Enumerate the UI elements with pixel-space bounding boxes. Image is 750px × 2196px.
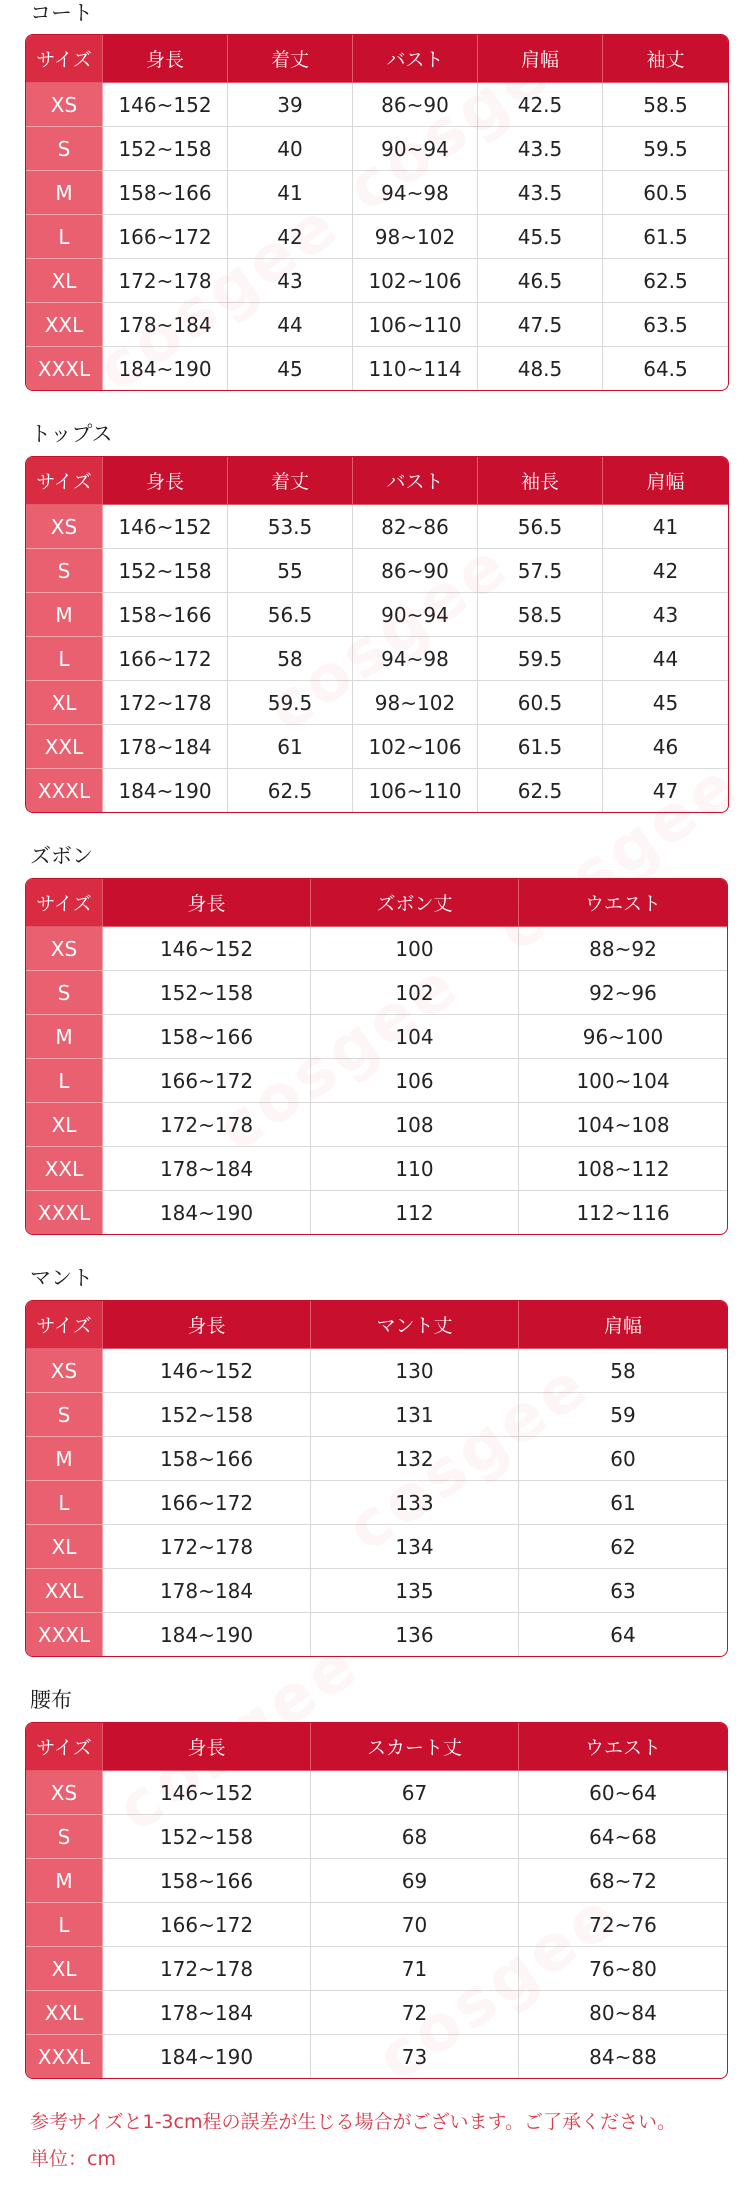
size-label: L [26, 1481, 103, 1525]
size-label: XS [26, 1349, 103, 1393]
size-label: M [26, 171, 103, 215]
size-label: XXL [26, 1147, 103, 1191]
size-label: XS [26, 927, 103, 971]
size-label: L [26, 1059, 103, 1103]
table-cell: 76~80 [519, 1947, 727, 1991]
size-label: M [26, 1015, 103, 1059]
table-header-row [26, 879, 727, 927]
size-label: XS [26, 505, 103, 549]
table-cell: 178~184 [103, 1147, 311, 1191]
table-cell: 39 [228, 83, 353, 127]
table-cell: 44 [228, 303, 353, 347]
header-cell: バスト [353, 35, 478, 83]
table-row [26, 637, 728, 681]
table-cell: 64 [610, 1622, 636, 1647]
table-cell: 146~152 [103, 505, 228, 549]
table-cell: 53.5 [228, 505, 353, 549]
table-cell: 70 [311, 1903, 519, 1947]
table-cell: 172~178 [103, 1947, 311, 1991]
table-cell: 166~172 [103, 1481, 311, 1525]
table-cell: 152~158 [103, 971, 311, 1015]
table-cell: 172~178 [103, 1103, 311, 1147]
table-row [26, 549, 728, 593]
header-cell: 身長 [103, 1301, 311, 1349]
table-cell: 61 [228, 725, 353, 769]
table-cell: 67 [311, 1771, 519, 1815]
table-row [26, 83, 728, 127]
table-row [26, 1481, 727, 1525]
table-cell: 56.5 [228, 593, 353, 637]
size-label: XL [26, 1947, 103, 1991]
table-row [26, 1349, 727, 1393]
header-cell: 着丈 [228, 457, 353, 505]
size-table-tops [25, 456, 729, 813]
table-cell: 59.5 [603, 127, 728, 171]
table-cell: 158~166 [103, 1437, 311, 1481]
table-cell: 146~152 [103, 1349, 311, 1393]
table-cell: 60 [519, 1437, 727, 1481]
table-cell: 132 [311, 1437, 519, 1481]
table-cell: 100 [311, 927, 519, 971]
table-row [26, 1613, 727, 1656]
header-cell: 肩幅 [603, 457, 728, 505]
table-cell: 104~108 [519, 1103, 727, 1147]
table-cell: 59.5 [478, 637, 603, 681]
table-row [26, 1437, 727, 1481]
size-label: L [26, 637, 103, 681]
table-row [26, 1147, 727, 1191]
table-cell: 61.5 [478, 725, 603, 769]
size-label: XL [26, 259, 103, 303]
table-cell: 86~90 [353, 83, 478, 127]
table-cell: 102 [311, 971, 519, 1015]
table-row [26, 725, 728, 769]
header-cell: 身長 [103, 35, 228, 83]
header-cell: 身長 [103, 879, 311, 927]
header-cell: サイズ [26, 1301, 103, 1349]
size-table-pants [25, 878, 728, 1235]
table-cell: 42 [603, 549, 728, 593]
table-row [26, 1771, 727, 1815]
table-cell: 62.5 [228, 769, 353, 812]
table-row [26, 593, 728, 637]
header-cell: バスト [353, 457, 478, 505]
header-cell: 袖長 [478, 457, 603, 505]
table-cell: 44 [603, 637, 728, 681]
table-cell: 108~112 [519, 1147, 727, 1191]
header-cell: ズボン丈 [311, 879, 519, 927]
table-cell: 43 [228, 259, 353, 303]
table-row [26, 927, 727, 971]
table-cell: 152~158 [103, 549, 228, 593]
header-cell: ウエスト [519, 1723, 727, 1771]
size-label: XL [26, 1103, 103, 1147]
table-cell: 146~152 [103, 1771, 311, 1815]
table-cell: 73 [311, 2035, 519, 2078]
table-cell: 42.5 [478, 83, 603, 127]
table-row [26, 1903, 727, 1947]
table-cell: 104 [311, 1015, 519, 1059]
table-cell: 100~104 [519, 1059, 727, 1103]
header-cell: 肩幅 [478, 35, 603, 83]
unit-label: 単位：cm [30, 2148, 116, 2170]
table-cell: 178~184 [103, 303, 228, 347]
table-cell: 166~172 [103, 215, 228, 259]
table-row [26, 1059, 727, 1103]
table-cell: 58 [228, 637, 353, 681]
table-cell: 152~158 [103, 1393, 311, 1437]
table-cell: 94~98 [353, 171, 478, 215]
table-cell: 60.5 [603, 171, 728, 215]
size-label: L [26, 1903, 103, 1947]
table-cell: 94~98 [353, 637, 478, 681]
size-label: XXL [26, 1569, 103, 1613]
size-label: XL [26, 681, 103, 725]
size-label: XS [26, 1771, 103, 1815]
table-cell: 72 [311, 1991, 519, 2035]
header-cell: 身長 [103, 1723, 311, 1771]
table-cell: 64~68 [519, 1815, 727, 1859]
size-label: XL [26, 1525, 103, 1569]
table-cell: 72~76 [519, 1903, 727, 1947]
table-cell: 146~152 [103, 927, 311, 971]
table-cell: 45 [603, 681, 728, 725]
table-cell: 62.5 [603, 259, 728, 303]
table-cell: 98~102 [353, 215, 478, 259]
table-cell: 178~184 [103, 1569, 311, 1613]
table-cell: 60.5 [478, 681, 603, 725]
header-cell: 身長 [103, 457, 228, 505]
table-header-row [26, 35, 728, 83]
size-table-waist-cloth [25, 1722, 728, 2079]
table-cell: 68~72 [519, 1859, 727, 1903]
table-cell: 98~102 [353, 681, 478, 725]
size-label: XXXL [26, 1191, 103, 1234]
table-cell: 46 [603, 725, 728, 769]
table-row [26, 259, 728, 303]
table-cell: 86~90 [353, 549, 478, 593]
header-cell: サイズ [26, 35, 103, 83]
size-label: XXXL [26, 347, 103, 390]
size-label: M [26, 593, 103, 637]
table-cell: 184~190 [103, 1613, 311, 1656]
table-cell: 47 [652, 778, 679, 803]
table-cell: 90~94 [353, 127, 478, 171]
size-label: M [26, 1859, 103, 1903]
table-cell: 184~190 [103, 2035, 311, 2078]
table-cell: 71 [311, 1947, 519, 1991]
table-cell: 136 [311, 1613, 519, 1656]
table-row [26, 1947, 727, 1991]
table-cell: 46.5 [478, 259, 603, 303]
table-cell: 41 [603, 505, 728, 549]
table-cell: 84~88 [589, 2044, 657, 2069]
table-cell: 88~92 [519, 927, 727, 971]
table-cell: 40 [228, 127, 353, 171]
header-cell: ウエスト [519, 879, 727, 927]
table-cell: 178~184 [103, 1991, 311, 2035]
table-cell: 184~190 [103, 347, 228, 390]
table-cell: 135 [311, 1569, 519, 1613]
table-row [26, 2035, 727, 2078]
header-cell: 袖丈 [603, 35, 728, 83]
size-label: XXL [26, 725, 103, 769]
header-cell: マント丈 [311, 1301, 519, 1349]
section-title: コート [30, 1, 93, 25]
header-cell: スカート丈 [311, 1723, 519, 1771]
table-cell: 166~172 [103, 1903, 311, 1947]
table-cell: 64.5 [643, 356, 688, 381]
size-label: S [26, 1815, 103, 1859]
table-cell: 158~166 [103, 1015, 311, 1059]
table-row [26, 215, 728, 259]
table-cell: 172~178 [103, 1525, 311, 1569]
table-cell: 166~172 [103, 637, 228, 681]
table-cell: 62.5 [478, 769, 603, 812]
table-cell: 108 [311, 1103, 519, 1147]
size-label: L [26, 215, 103, 259]
table-cell: 56.5 [478, 505, 603, 549]
size-label: XXXL [26, 2035, 103, 2078]
table-cell: 178~184 [103, 725, 228, 769]
table-cell: 43.5 [478, 127, 603, 171]
table-row [26, 1859, 727, 1903]
table-row [26, 127, 728, 171]
table-cell: 146~152 [103, 83, 228, 127]
header-cell: 着丈 [228, 35, 353, 83]
section-title: 腰布 [30, 1688, 72, 1712]
table-header-row [26, 1301, 727, 1349]
table-cell: 68 [311, 1815, 519, 1859]
table-row [26, 303, 728, 347]
table-cell: 48.5 [478, 347, 603, 390]
size-label: M [26, 1437, 103, 1481]
table-cell: 92~96 [519, 971, 727, 1015]
size-label: XS [26, 83, 103, 127]
table-cell: 184~190 [103, 769, 228, 812]
table-cell: 59 [519, 1393, 727, 1437]
table-cell: 61.5 [603, 215, 728, 259]
table-cell: 112 [311, 1191, 519, 1234]
table-row [26, 347, 728, 390]
table-cell: 133 [311, 1481, 519, 1525]
table-cell: 61 [519, 1481, 727, 1525]
table-cell: 90~94 [353, 593, 478, 637]
disclaimer-note: 参考サイズと1-3cm程の誤差が生じる場合がございます。ご了承ください。 [30, 2111, 676, 2133]
table-cell: 43.5 [478, 171, 603, 215]
table-cell: 62 [519, 1525, 727, 1569]
size-label: S [26, 1393, 103, 1437]
size-label: XXXL [26, 769, 103, 812]
table-cell: 110 [311, 1147, 519, 1191]
table-cell: 106~110 [353, 303, 478, 347]
table-header-row [26, 457, 728, 505]
table-cell: 57.5 [478, 549, 603, 593]
table-cell: 80~84 [519, 1991, 727, 2035]
section-title: トップス [30, 422, 113, 446]
table-cell: 58 [519, 1349, 727, 1393]
table-cell: 106 [311, 1059, 519, 1103]
table-cell: 110~114 [353, 347, 478, 390]
table-cell: 82~86 [353, 505, 478, 549]
table-cell: 58.5 [603, 83, 728, 127]
table-row [26, 1525, 727, 1569]
section-title: マント [30, 1266, 93, 1290]
table-cell: 41 [228, 171, 353, 215]
table-header-row [26, 1723, 727, 1771]
size-label: S [26, 127, 103, 171]
table-cell: 152~158 [103, 127, 228, 171]
table-cell: 63 [519, 1569, 727, 1613]
header-cell: 肩幅 [519, 1301, 727, 1349]
table-cell: 47.5 [478, 303, 603, 347]
table-cell: 60~64 [519, 1771, 727, 1815]
size-label: S [26, 971, 103, 1015]
table-cell: 166~172 [103, 1059, 311, 1103]
table-cell: 45.5 [478, 215, 603, 259]
table-row [26, 505, 728, 549]
table-cell: 96~100 [519, 1015, 727, 1059]
table-cell: 184~190 [103, 1191, 311, 1234]
table-cell: 106~110 [353, 769, 478, 812]
table-row [26, 769, 728, 812]
table-cell: 134 [311, 1525, 519, 1569]
table-cell: 158~166 [103, 1859, 311, 1903]
header-cell: サイズ [26, 879, 103, 927]
size-label: XXL [26, 303, 103, 347]
table-cell: 131 [311, 1393, 519, 1437]
table-cell: 55 [228, 549, 353, 593]
table-row [26, 171, 728, 215]
size-table-coat [25, 34, 729, 391]
table-cell: 69 [311, 1859, 519, 1903]
table-row [26, 1815, 727, 1859]
table-cell: 58.5 [478, 593, 603, 637]
table-cell: 42 [228, 215, 353, 259]
size-label: XXXL [26, 1613, 103, 1656]
table-cell: 158~166 [103, 593, 228, 637]
table-cell: 152~158 [103, 1815, 311, 1859]
table-cell: 172~178 [103, 259, 228, 303]
header-cell: サイズ [26, 457, 103, 505]
table-row [26, 1569, 727, 1613]
table-cell: 102~106 [353, 725, 478, 769]
size-table-cape [25, 1300, 728, 1657]
table-row [26, 1991, 727, 2035]
table-row [26, 1015, 727, 1059]
table-cell: 45 [228, 347, 353, 390]
size-label: XXL [26, 1991, 103, 2035]
table-cell: 158~166 [103, 171, 228, 215]
table-row [26, 1393, 727, 1437]
size-label: S [26, 549, 103, 593]
table-row [26, 1191, 727, 1234]
header-cell: サイズ [26, 1723, 103, 1771]
table-cell: 130 [311, 1349, 519, 1393]
table-row [26, 681, 728, 725]
table-cell: 43 [603, 593, 728, 637]
section-title: ズボン [30, 844, 93, 868]
table-row [26, 971, 727, 1015]
table-cell: 172~178 [103, 681, 228, 725]
table-cell: 102~106 [353, 259, 478, 303]
table-cell: 112~116 [576, 1200, 670, 1225]
table-row [26, 1103, 727, 1147]
table-cell: 59.5 [228, 681, 353, 725]
table-cell: 63.5 [603, 303, 728, 347]
